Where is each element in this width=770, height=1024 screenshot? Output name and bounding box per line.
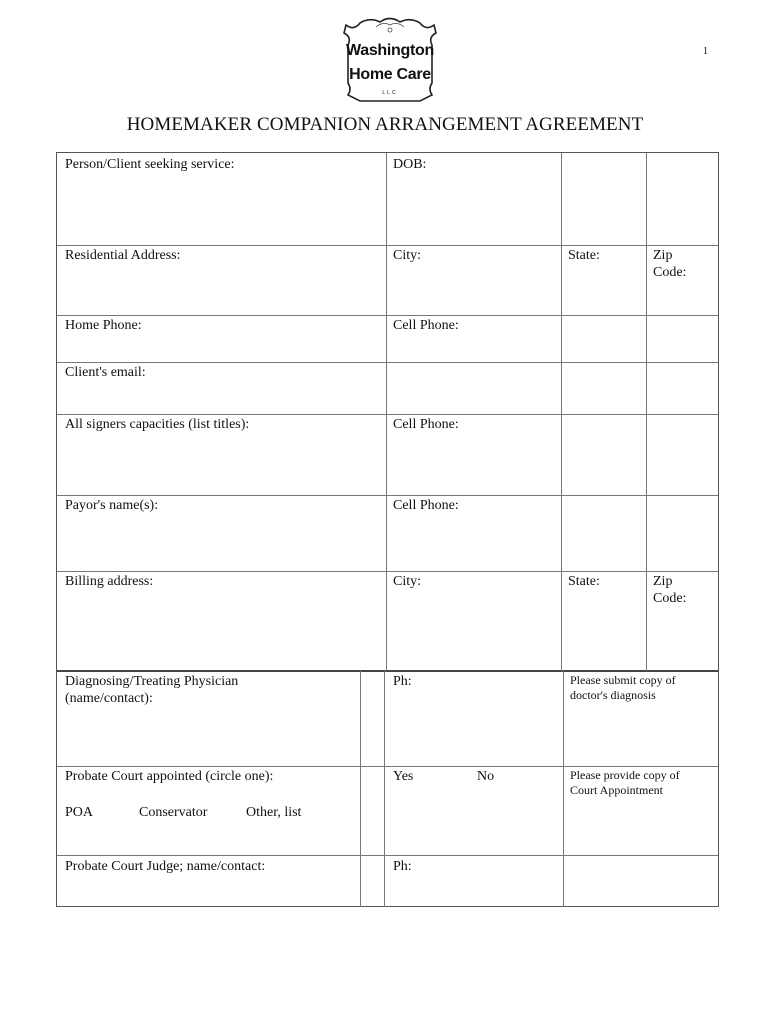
physician-phone-label: Ph: xyxy=(393,674,412,689)
residential-address-label: Residential Address: xyxy=(65,248,181,263)
court-note-line-1: Please provide copy of xyxy=(570,768,680,782)
row-divider xyxy=(57,495,718,496)
billing-zip-label-line-1: Zip xyxy=(653,574,673,589)
row-divider xyxy=(57,414,718,415)
home-phone-label: Home Phone: xyxy=(65,318,142,333)
poa-option: POA xyxy=(65,805,94,820)
client-label: Person/Client seeking service: xyxy=(65,157,235,172)
row-divider xyxy=(57,855,718,856)
logo-line-2: Home Care xyxy=(349,66,431,83)
probate-court-label: Probate Court appointed (circle one): xyxy=(65,769,274,784)
other-option: Other, list xyxy=(246,805,302,820)
row-divider xyxy=(57,315,718,316)
cell-phone-label: Cell Phone: xyxy=(393,318,459,333)
dob-label: DOB: xyxy=(393,157,427,172)
zip-label-line-2: Code: xyxy=(653,265,687,280)
row-divider xyxy=(57,670,718,672)
zip-label-line-1: Zip xyxy=(653,248,673,263)
diagnosis-note-line-2: doctor's diagnosis xyxy=(570,688,656,702)
column-divider xyxy=(563,671,564,907)
yes-option: Yes xyxy=(393,769,414,784)
billing-state-label: State: xyxy=(568,574,600,589)
state-label: State: xyxy=(568,248,600,263)
payor-name-label: Payor's name(s): xyxy=(65,498,159,513)
company-logo xyxy=(336,15,444,103)
physician-label-line-2: (name/contact): xyxy=(65,691,153,706)
row-divider xyxy=(57,245,718,246)
conservator-option: Conservator xyxy=(139,805,208,820)
page-number: 1 xyxy=(703,46,708,57)
billing-zip-label-line-2: Code: xyxy=(653,591,687,606)
judge-phone-label: Ph: xyxy=(393,859,412,874)
column-divider xyxy=(384,671,385,907)
billing-address-label: Billing address: xyxy=(65,574,154,589)
client-email-label: Client's email: xyxy=(65,365,146,380)
physician-label-line-1: Diagnosing/Treating Physician xyxy=(65,674,239,689)
logo-line-3: LLC xyxy=(382,90,398,96)
column-divider xyxy=(561,153,562,671)
row-divider xyxy=(57,571,718,572)
city-label: City: xyxy=(393,248,422,263)
column-divider xyxy=(646,153,647,671)
diagnosis-note-line-1: Please submit copy of xyxy=(570,673,676,687)
signers-cell-phone-label: Cell Phone: xyxy=(393,417,459,432)
column-divider xyxy=(386,153,387,671)
row-divider xyxy=(57,766,718,767)
logo-line-1: Washington xyxy=(346,42,434,59)
column-divider xyxy=(360,671,361,907)
probate-judge-label: Probate Court Judge; name/contact: xyxy=(65,859,266,874)
document-title: HOMEMAKER COMPANION ARRANGEMENT AGREEMENT xyxy=(126,114,644,135)
no-option: No xyxy=(477,769,495,784)
billing-city-label: City: xyxy=(393,574,422,589)
row-divider xyxy=(57,362,718,363)
payor-cell-phone-label: Cell Phone: xyxy=(393,498,459,513)
signers-capacities-label: All signers capacities (list titles): xyxy=(65,417,250,432)
court-note-line-2: Court Appointment xyxy=(570,783,663,797)
agreement-form-table xyxy=(56,152,719,907)
